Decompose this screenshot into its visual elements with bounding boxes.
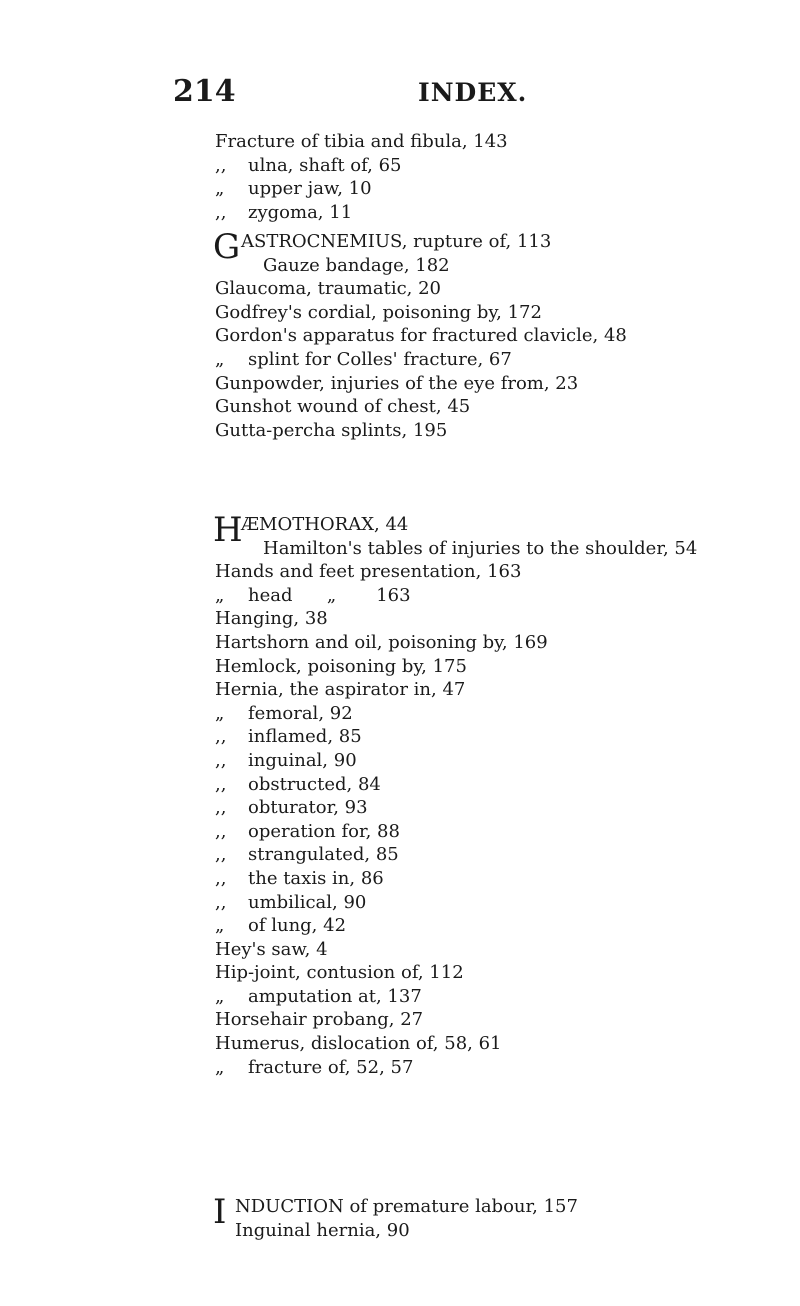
index-subentry: ,, operation for, 88: [215, 820, 400, 842]
ditto-mark: ,,: [215, 891, 227, 913]
section-lead-entry: G ASTROCNEMIUS, rupture of, 113: [213, 227, 552, 267]
index-entry: Hamilton's tables of injuries to the shoulder, 54: [263, 537, 698, 559]
index-subentry: ,, umbilical, 90: [215, 891, 367, 913]
drop-initial: G: [213, 227, 241, 267]
ditto-mark: ,,: [215, 797, 227, 819]
ditto-mark: „: [215, 1056, 225, 1078]
ditto-mark: ,,: [215, 867, 227, 889]
fracture-entries: [215, 130, 775, 224]
index-entry: Humerus, dislocation of, 58, 61: [215, 1033, 502, 1055]
index-entry: Gutta-percha splints, 195: [215, 419, 448, 441]
index-subentry: „ head „ 163: [215, 584, 411, 606]
index-subentry: „ amputation at, 137: [215, 985, 422, 1007]
index-subentry: „ splint for Colles' fracture, 67: [215, 348, 512, 370]
index-subentry: ,, strangulated, 85: [215, 844, 399, 866]
ditto-mark: „: [215, 584, 225, 606]
h-section: [213, 510, 775, 1079]
index-subentry: ,, zygoma, 11: [215, 201, 353, 223]
index-entry: Hartshorn and oil, poisoning by, 169: [215, 631, 548, 653]
index-entry: Hernia, the aspirator in, 47: [215, 679, 466, 701]
index-entry: Godfrey's cordial, poisoning by, 172: [215, 301, 542, 323]
index-subentry: „ fracture of, 52, 57: [215, 1056, 414, 1078]
drop-initial: I: [213, 1192, 227, 1232]
drop-initial: H: [213, 510, 243, 550]
index-subentry: ,, inguinal, 90: [215, 749, 357, 771]
index-subentry: ,, ulna, shaft of, 65: [215, 154, 402, 176]
ditto-mark: „: [215, 178, 225, 200]
running-title: INDEX.: [418, 78, 528, 107]
index-entry: Hands and feet presentation, 163: [215, 561, 522, 583]
index-subentry: ,, obstructed, 84: [215, 773, 381, 795]
index-entry: Glaucoma, traumatic, 20: [215, 278, 442, 300]
ditto-mark: ,,: [215, 773, 227, 795]
ditto-mark: „: [215, 915, 225, 937]
section-lead-entry: I NDUCTION of premature labour, 157: [213, 1192, 578, 1232]
ditto-mark: ,,: [215, 201, 227, 223]
page-number: 214: [173, 74, 236, 109]
i-section: [213, 1192, 775, 1242]
index-subentry: „ upper jaw, 10: [215, 178, 372, 200]
index-subentry: ,, the taxis in, 86: [215, 867, 384, 889]
index-entry: Gauze bandage, 182: [263, 254, 450, 276]
index-entry: Gunpowder, injuries of the eye from, 23: [215, 372, 579, 394]
ditto-mark: ,,: [215, 844, 227, 866]
index-entry: Hemlock, poisoning by, 175: [215, 655, 467, 677]
ditto-mark: „: [215, 985, 225, 1007]
ditto-mark: ,,: [215, 749, 227, 771]
index-entry: Horsehair probang, 27: [215, 1009, 424, 1031]
index-entry: Gunshot wound of chest, 45: [215, 396, 471, 418]
index-subentry: ,, obturator, 93: [215, 797, 368, 819]
ditto-mark: ,,: [215, 820, 227, 842]
index-entry: Hey's saw, 4: [215, 938, 328, 960]
index-subentry: ,, inflamed, 85: [215, 726, 362, 748]
index-entry: Hip-joint, contusion of, 112: [215, 962, 464, 984]
index-subentry: „ femoral, 92: [215, 702, 353, 724]
section-lead-entry: H ÆMOTHORAX, 44: [213, 510, 409, 550]
ditto-mark: ,,: [215, 154, 227, 176]
g-section: [213, 227, 775, 442]
index-entry: Inguinal hernia, 90: [235, 1219, 410, 1241]
index-entry: Hanging, 38: [215, 608, 328, 630]
index-entry: Fracture of tibia and fibula, 143: [215, 131, 508, 152]
ditto-mark: „: [215, 702, 225, 724]
index-subentry: „ of lung, 42: [215, 915, 347, 937]
page-header: [0, 74, 800, 114]
ditto-mark: ,,: [215, 726, 227, 748]
index-entry: Gordon's apparatus for fractured clavicle, 48: [215, 325, 627, 347]
ditto-mark: „: [215, 348, 225, 370]
